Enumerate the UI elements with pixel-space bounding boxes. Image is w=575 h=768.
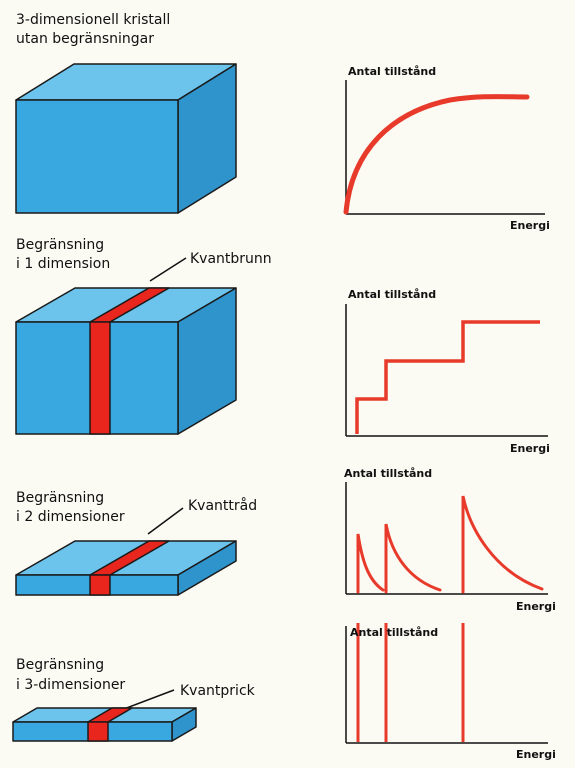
dot-dos-chart <box>346 623 556 761</box>
dot-dos-y-label: Antal tillstånd <box>350 626 439 639</box>
dot-crystal-block <box>13 708 196 741</box>
dot-dos-x-label: Energi <box>516 748 556 761</box>
quantum-wire-label: Kvanttråd <box>188 498 258 514</box>
wire-dos-y-label: Antal tillstånd <box>344 467 433 480</box>
quantum-well-pointer <box>150 258 186 281</box>
quantum-dot-label: Kvantprick <box>180 683 255 699</box>
quantum-wire-front <box>90 575 110 595</box>
wire-dos-peak-1 <box>358 534 383 592</box>
panel-dot-title-line1: Begränsning <box>16 657 105 673</box>
quantum-dot-front <box>88 722 108 741</box>
bulk-crystal-block <box>16 64 236 213</box>
panel-dot-title-line2: i 3-dimensioner <box>16 677 126 693</box>
bulk-dos-y-label: Antal tillstånd <box>348 65 437 78</box>
panel-well-title-line2: i 1 dimension <box>16 256 111 272</box>
panel-well-title-line1: Begränsning <box>16 237 105 253</box>
wire-dos-x-label: Energi <box>516 600 556 613</box>
panel-quantum-well <box>16 237 550 455</box>
quantum-wire-pointer <box>148 508 183 534</box>
panel-bulk-title-line2: utan begränsningar <box>16 31 155 47</box>
panel-bulk-title-line1: 3-dimensionell kristall <box>16 12 171 28</box>
panel-wire-title-line1: Begränsning <box>16 490 105 506</box>
bulk-crystal-front-face <box>16 100 178 213</box>
bulk-dos-chart <box>346 65 550 232</box>
wire-dos-peak-2 <box>386 524 440 592</box>
well-dos-chart <box>346 288 550 455</box>
bulk-dos-curve <box>346 97 527 212</box>
wire-crystal-block <box>16 541 236 595</box>
wire-dos-peak-3 <box>463 496 542 592</box>
well-dos-x-label: Energi <box>510 442 550 455</box>
quantum-well-layer-front <box>90 322 110 434</box>
bulk-dos-x-label: Energi <box>510 219 550 232</box>
well-dos-y-label: Antal tillstånd <box>348 288 437 301</box>
panel-bulk <box>16 12 550 232</box>
well-crystal-block <box>16 288 236 434</box>
well-dos-staircase <box>357 322 540 434</box>
quantum-well-label: Kvantbrunn <box>190 251 272 267</box>
panel-quantum-dot <box>13 623 556 761</box>
panel-wire-title-line2: i 2 dimensioner <box>16 509 125 525</box>
panel-quantum-wire <box>16 467 556 613</box>
wire-dos-chart <box>344 467 556 613</box>
